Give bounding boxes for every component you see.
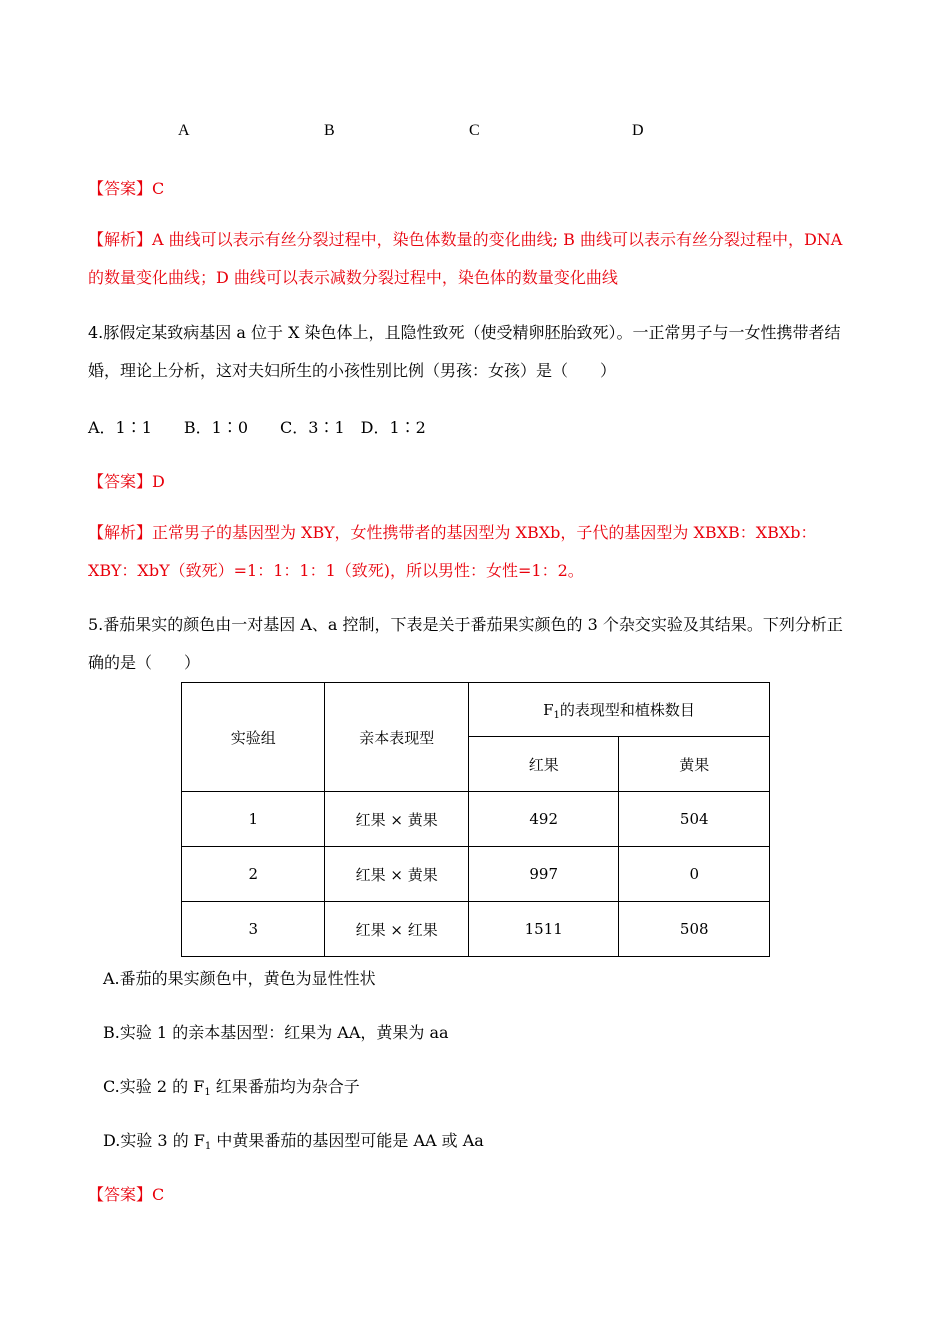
q4-analysis-line-2: XBY：XbY（致死）=1：1：1：1（致死)，所以男性：女性=1：2。	[88, 561, 584, 580]
header-group: 实验组	[182, 683, 325, 792]
header-parents: 亲本表现型	[325, 683, 468, 792]
header-yellow: 黄果	[619, 737, 770, 792]
table-row	[182, 902, 770, 957]
q4-answer: 【答案】D	[88, 472, 165, 491]
q4-analysis	[88, 514, 878, 590]
table-row	[182, 792, 770, 847]
table-row	[182, 847, 770, 902]
choice-a: A.番茄的果实颜色中，黄色为显性性状	[103, 969, 376, 988]
choice-d: D.实验 3 的 $F_1$ 中黄果番茄的基因型可能是 AA 或 Aa	[103, 1131, 484, 1152]
q4-options: A．1∶1 B．1∶0 C．3∶1 D．1∶2	[88, 418, 426, 437]
header-red: 红果	[468, 737, 619, 792]
graph-label-b: B	[324, 122, 335, 139]
q5-question-line-2: 确的是（ ）	[88, 653, 201, 672]
row-parents: 红果 × 黄果	[325, 847, 468, 902]
q4-question-line-1: 4.豚假定某致病基因 a 位于 X 染色体上，且隐性致死（使受精卵胚胎致死）。一正常男子与一女性携带者结	[88, 323, 841, 342]
row-group: 2	[182, 847, 325, 902]
row-group: 1	[182, 792, 325, 847]
q5-question	[88, 606, 878, 682]
graph-label-a: A	[178, 122, 190, 139]
row-parents: 红果 × 红果	[325, 902, 468, 957]
row-parents: 红果 × 黄果	[325, 792, 468, 847]
choice-c: C.实验 2 的 $F_1$ 红果番茄均为杂合子	[103, 1077, 360, 1098]
q3-answer: 【答案】C	[88, 179, 165, 198]
q3-analysis-line-1: 【解析】A 曲线可以表示有丝分裂过程中，染色体数量的变化曲线; B 曲线可以表示有丝分裂过程中，DNA	[88, 230, 843, 249]
row-yellow: 508	[619, 902, 770, 957]
row-red: 997	[468, 847, 619, 902]
row-red: 492	[468, 792, 619, 847]
graph-label-c: C	[469, 122, 480, 139]
header-f1: $F_1$的表现型和植株数目	[468, 683, 769, 737]
q4-question-line-2: 婚，理论上分析，这对夫妇所生的小孩性别比例（男孩：女孩）是（ ）	[88, 361, 617, 380]
graph-label-d: D	[632, 122, 644, 139]
choice-b: B.实验 1 的亲本基因型：红果为 AA，黄果为 aa	[103, 1023, 449, 1042]
experiment-table	[181, 682, 770, 957]
q3-analysis	[88, 221, 878, 297]
row-red: 1511	[468, 902, 619, 957]
q5-answer: 【答案】C	[88, 1185, 165, 1204]
q3-analysis-line-2: 的数量变化曲线；D 曲线可以表示减数分裂过程中，染色体的数量变化曲线	[88, 268, 618, 287]
q4-question	[88, 314, 878, 390]
row-yellow: 0	[619, 847, 770, 902]
row-yellow: 504	[619, 792, 770, 847]
row-group: 3	[182, 902, 325, 957]
q5-question-line-1: 5.番茄果实的颜色由一对基因 A、a 控制，下表是关于番茄果实颜色的 3 个杂交实验及其结果。下列分析正	[88, 615, 843, 634]
q4-analysis-line-1: 【解析】正常男子的基因型为 XBY，女性携带者的基因型为 XBXb，子代的基因型为 XBXB：XBXb：	[88, 523, 817, 542]
